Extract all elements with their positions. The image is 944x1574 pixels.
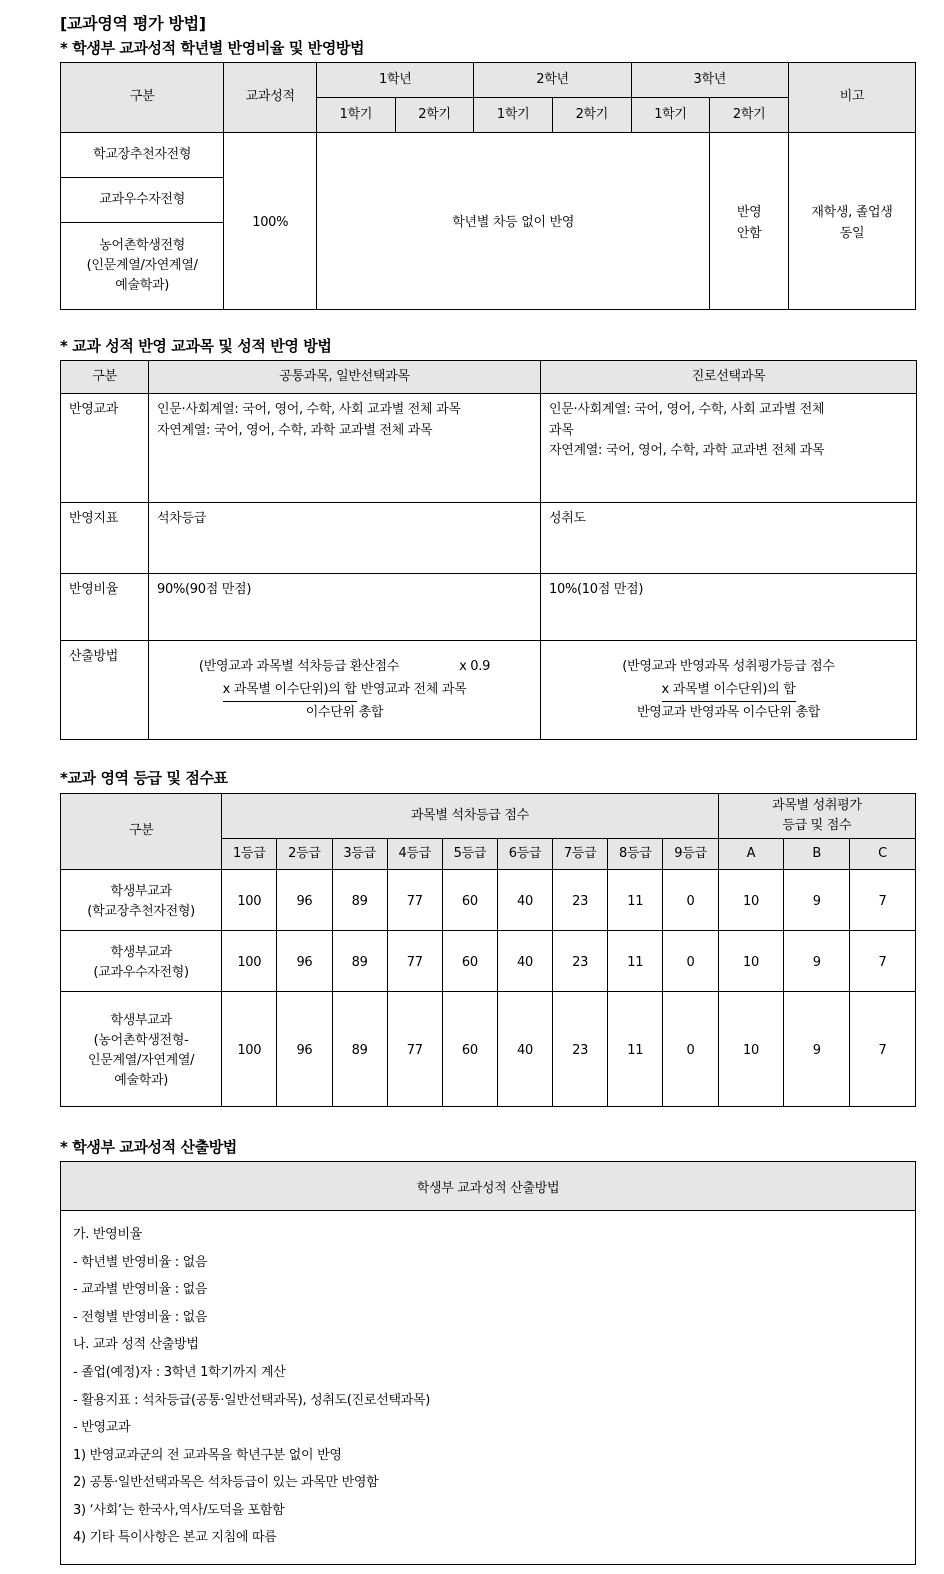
row-label-calculation-method: 산출방법 [61, 641, 149, 740]
formula-denominator-line: 반영교과 반영과목 이수단위 총합 [636, 705, 821, 721]
row-label-line-2: (교과우수자전형) [93, 964, 189, 980]
score-cell: 9 [784, 869, 850, 930]
score-cell: 0 [663, 869, 718, 930]
col-header-rank-7: 7등급 [553, 838, 608, 869]
score-cell: 100 [222, 991, 277, 1106]
row-label-line-2: (학교장추천자전형) [87, 903, 195, 919]
section-2-heading: * 교과 성적 반영 교과목 및 성적 반영 방법 [60, 337, 332, 356]
table-row [61, 869, 916, 930]
score-cell: 77 [387, 869, 442, 930]
page-title: [교과영역 평가 방법] [60, 14, 206, 33]
col-header-common-subjects: 공통과목, 일반선택과목 [149, 361, 541, 394]
excluded-line-2: 안함 [736, 225, 762, 241]
career-calculation-formula [541, 641, 917, 740]
formula-numerator-text: (반영교과 과목별 석차등급 환산점수 [198, 658, 400, 674]
col-header-g3-sem1: 1학기 [631, 98, 710, 133]
achievement-group-line-2: 등급 및 점수 [782, 817, 852, 833]
score-cell: 9 [784, 991, 850, 1106]
col-header-rank-5: 5등급 [442, 838, 497, 869]
formula-numerator-line-2 [157, 679, 532, 703]
row-label-line-4: 예술학과) [114, 1073, 169, 1089]
row-label-line-1: 학생부교과 [110, 944, 172, 960]
list-item: - 학년별 반영비율 : 없음 [73, 1254, 208, 1270]
admission-type-subject-excellence: 교과우수자전형 [61, 178, 224, 223]
row-label-line-1: 학생부교과 [110, 1012, 172, 1028]
reflection-policy-text: 학년별 차등 없이 반영 [317, 133, 710, 310]
list-item: - 반영교과 [73, 1420, 131, 1436]
col-header-g1-sem1: 1학기 [317, 98, 396, 133]
formula-numerator-line-1: (반영교과 반영과목 성취평가등급 점수 [622, 658, 835, 674]
score-cell: 96 [277, 869, 332, 930]
score-cell: 10 [718, 991, 784, 1106]
box-body-row [61, 1211, 916, 1565]
score-cell: 40 [497, 991, 552, 1106]
remark-line-2: 동일 [839, 225, 865, 241]
col-header-g2-sem2: 2학기 [553, 98, 632, 133]
col-header-grade-2: 2학년 [474, 63, 631, 98]
score-cell: 9 [784, 930, 850, 991]
score-cell: 89 [332, 991, 387, 1106]
score-cell: 89 [332, 869, 387, 930]
col-header-g1-sem2: 2학기 [395, 98, 474, 133]
remark-cell [788, 133, 915, 310]
achievement-group-line-1: 과목별 성취평가 [771, 797, 862, 813]
table-row [61, 133, 916, 178]
box-header-row [61, 1162, 916, 1211]
table-header-row [61, 361, 917, 394]
section-4-heading: * 학생부 교과성적 산출방법 [60, 1137, 237, 1156]
section-1-heading: * 학생부 교과성적 학년별 반영비율 및 반영방법 [60, 38, 365, 57]
score-cell: 10 [718, 869, 784, 930]
col-header-gubun: 구분 [61, 793, 222, 869]
row-label-reflected-subjects: 반영교과 [61, 394, 149, 503]
text-line: 인문·사회계열: 국어, 영어, 수학, 사회 교과별 전체 과목 [157, 402, 461, 418]
score-cell: 7 [850, 991, 916, 1106]
table-header-row [61, 63, 916, 98]
row-label-principal-recommendation [61, 869, 222, 930]
list-item: 2) 공통·일반선택과목은 석차등급이 있는 과목만 반영함 [73, 1475, 379, 1491]
formula-denominator-line-2: 이수단위 총합 [305, 705, 384, 721]
col-header-rank-6: 6등급 [497, 838, 552, 869]
grade-reflection-ratio-table [60, 62, 916, 310]
list-item: 가. 반영비율 [73, 1227, 142, 1243]
text-line: 인문·사회계열: 국어, 영어, 수학, 사회 교과별 전체 [549, 402, 825, 418]
table-row [61, 394, 917, 503]
col-header-rank-8: 8등급 [608, 838, 663, 869]
formula-numerator-underlined: x 과목별 이수단위)의 합 [662, 679, 796, 703]
table-row [61, 641, 917, 740]
col-header-achv-a: A [718, 838, 784, 869]
col-header-gubun: 구분 [61, 361, 149, 394]
admission-type-rural-student [61, 223, 224, 310]
list-item: 나. 교과 성적 산출방법 [73, 1337, 199, 1353]
col-header-achv-c: C [850, 838, 916, 869]
score-cell: 0 [663, 930, 718, 991]
row-label-reflection-indicator: 반영지표 [61, 503, 149, 574]
score-cell: 100 [222, 869, 277, 930]
rural-line-2: (인문계열/자연계열/ [86, 257, 198, 273]
formula-numerator-line-2 [549, 679, 908, 703]
row-label-line-2: (농어촌학생전형- [93, 1032, 189, 1048]
grade3-sem2-excluded [710, 133, 789, 310]
formula-denominator-inline: 반영교과 전체 과목 [360, 681, 467, 697]
score-cell: 10 [718, 930, 784, 991]
table-row [61, 574, 917, 641]
row-label-line-3: 인문계열/자연계열/ [87, 1052, 195, 1068]
score-cell: 100 [222, 930, 277, 991]
score-cell: 7 [850, 930, 916, 991]
rural-line-3: 예술학과) [115, 278, 170, 294]
col-header-grade-1: 1학년 [317, 63, 474, 98]
row-label-rural-student [61, 991, 222, 1106]
score-cell: 96 [277, 930, 332, 991]
admission-type-principal-recommendation: 학교장추천자전형 [61, 133, 224, 178]
col-header-career-subjects: 진로선택과목 [541, 361, 917, 394]
score-cell: 60 [442, 991, 497, 1106]
score-cell: 77 [387, 930, 442, 991]
col-header-achievement-group [718, 793, 915, 838]
col-header-rank-2: 2등급 [277, 838, 332, 869]
score-cell: 23 [553, 869, 608, 930]
score-cell: 60 [442, 869, 497, 930]
rural-line-1: 농어촌학생전형 [99, 237, 186, 253]
list-item: - 졸업(예정)자 : 3학년 1학기까지 계산 [73, 1364, 286, 1380]
subject-reflection-method-table [60, 360, 917, 740]
text-line: 과목 [549, 422, 574, 438]
col-header-g2-sem1: 1학기 [474, 98, 553, 133]
score-cell: 77 [387, 991, 442, 1106]
row-label-reflection-ratio: 반영비율 [61, 574, 149, 641]
box-header-title: 학생부 교과성적 산출방법 [61, 1162, 916, 1211]
remark-line-1: 재학생, 졸업생 [811, 205, 893, 221]
box-body-content [61, 1211, 916, 1565]
score-cell: 0 [663, 991, 718, 1106]
score-cell: 11 [608, 869, 663, 930]
row-label-line-1: 학생부교과 [110, 883, 172, 899]
list-item: - 교과별 반영비율 : 없음 [73, 1282, 208, 1298]
text-line: 자연계열: 국어, 영어, 수학, 과학 교과별 전체 과목 [157, 422, 433, 438]
score-cell: 23 [553, 991, 608, 1106]
col-header-rank-3: 3등급 [332, 838, 387, 869]
col-header-rank-score-group: 과목별 석차등급 점수 [222, 793, 718, 838]
common-reflection-ratio: 90%(90점 만점) [149, 574, 541, 641]
common-calculation-formula [149, 641, 541, 740]
score-cell: 60 [442, 930, 497, 991]
score-cell: 7 [850, 869, 916, 930]
list-item: - 활용지표 : 석차등급(공통·일반선택과목), 성취도(진로선택과목) [73, 1392, 431, 1408]
col-header-achv-b: B [784, 838, 850, 869]
row-label-subject-excellence [61, 930, 222, 991]
common-reflected-subjects [149, 394, 541, 503]
subject-score-percent: 100% [224, 133, 317, 310]
score-cell: 89 [332, 930, 387, 991]
score-cell: 40 [497, 869, 552, 930]
score-cell: 11 [608, 991, 663, 1106]
table-row [61, 503, 917, 574]
calculation-method-box [60, 1161, 916, 1565]
common-reflection-indicator: 석차등급 [149, 503, 541, 574]
grade-score-conversion-table [60, 793, 916, 1107]
score-cell: 11 [608, 930, 663, 991]
formula-block [549, 656, 908, 725]
score-cell: 40 [497, 930, 552, 991]
table-row [61, 930, 916, 991]
col-header-grade-3: 3학년 [631, 63, 788, 98]
col-header-rank-1: 1등급 [222, 838, 277, 869]
col-header-subject-score: 교과성적 [224, 63, 317, 133]
list-item: 1) 반영교과군의 전 교과목을 학년구분 없이 반영 [73, 1447, 342, 1463]
table-row [61, 991, 916, 1106]
col-header-gubun: 구분 [61, 63, 224, 133]
career-reflected-subjects [541, 394, 917, 503]
career-reflection-ratio: 10%(10점 만점) [541, 574, 917, 641]
list-item: 4) 기타 특이사항은 본교 지침에 따름 [73, 1530, 277, 1546]
excluded-line-1: 반영 [736, 205, 762, 221]
formula-numerator-line-1 [157, 656, 532, 679]
formula-numerator-underlined: x 과목별 이수단위)의 합 [223, 679, 357, 703]
col-header-rank-4: 4등급 [387, 838, 442, 869]
col-header-g3-sem2: 2학기 [710, 98, 789, 133]
table-header-row [61, 793, 916, 838]
formula-multiplier: x 0.9 [459, 658, 491, 674]
career-reflection-indicator: 성취도 [541, 503, 917, 574]
text-line: 자연계열: 국어, 영어, 수학, 과학 교과변 전체 과목 [549, 442, 825, 458]
section-3-heading: *교과 영역 등급 및 점수표 [60, 769, 228, 788]
list-item: 3) ‘사회’는 한국사,역사/도덕을 포함함 [73, 1502, 285, 1518]
col-header-remark: 비고 [788, 63, 915, 133]
formula-block [157, 656, 532, 725]
score-cell: 96 [277, 991, 332, 1106]
col-header-rank-9: 9등급 [663, 838, 718, 869]
score-cell: 23 [553, 930, 608, 991]
list-item: - 전형별 반영비율 : 없음 [73, 1309, 208, 1325]
